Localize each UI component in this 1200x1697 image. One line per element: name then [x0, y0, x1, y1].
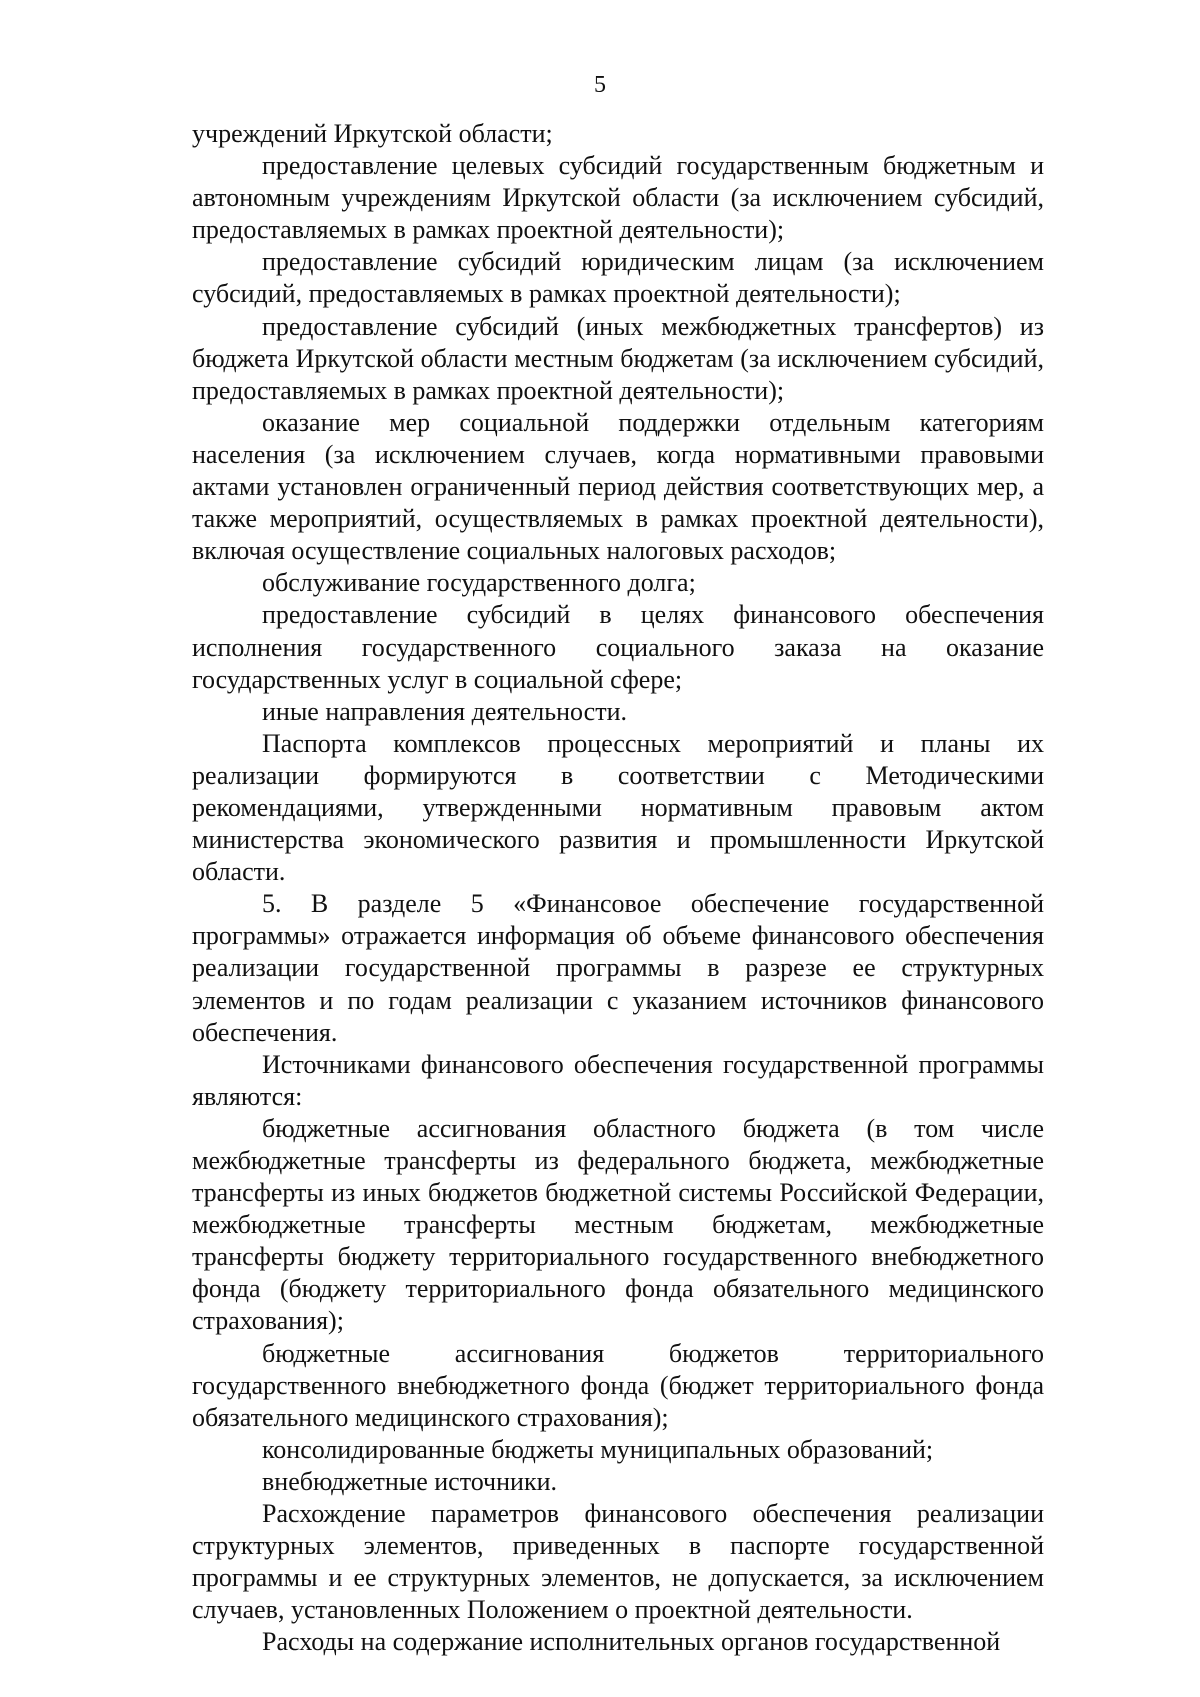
- paragraph: предоставление целевых субсидий государственным бюджетным и автономным учреждениям Иркутской области (за исключением субсидий, предоставляемых в рамках проектной деятельности);: [192, 151, 1044, 245]
- paragraph-section-5: 5. В разделе 5 «Финансовое обеспечение государственной программы» отражается информация об объеме финансового обеспечения реализации государственной программы в разрезе ее структурных элементов и по годам реализации с указанием источников финансового обеспечения.: [192, 889, 1044, 1047]
- page-number: 5: [594, 72, 606, 98]
- paragraph: Паспорта комплексов процессных мероприятий и планы их реализации формируются в соответствии с Методическими рекомендациями, утвержденными нормативным правовым актом министерства экономического развития и промышленности Иркутской области.: [192, 728, 1044, 887]
- paragraph: внебюджетные источники.: [262, 1466, 557, 1496]
- paragraph: предоставление субсидий юридическим лицам (за исключением субсидий, предоставляемых в рамках проектной деятельности);: [192, 247, 1044, 309]
- paragraph-last: Расходы на содержание исполнительных органов государственной: [262, 1627, 1001, 1657]
- paragraph-continuation: учреждений Иркутской области;: [192, 119, 553, 148]
- paragraph: консолидированные бюджеты муниципальных образований;: [262, 1434, 934, 1464]
- paragraph: бюджетные ассигнования областного бюджета (в том числе межбюджетные трансферты из федерального бюджета, межбюджетные трансферты из иных бюджетов бюджетной системы Российской Федерации, межбюджетные трансферты местным бюджетам, межбюджетные трансферты бюджету территориального государственного внебюджетного фонда (бюджету территориального фонда обязательного медицинского страхования);: [192, 1113, 1044, 1336]
- document-body: [192, 118, 1044, 1659]
- paragraph: предоставление субсидий в целях финансового обеспечения исполнения государственного социального заказа на оказание государственных услуг в социальной сфере;: [192, 600, 1044, 694]
- paragraph: бюджетные ассигнования бюджетов территориального государственного внебюджетного фонда (бюджет территориального фонда обязательного медицинского страхования);: [192, 1338, 1044, 1432]
- paragraph: иные направления деятельности.: [262, 696, 627, 726]
- paragraph: предоставление субсидий (иных межбюджетных трансфертов) из бюджета Иркутской области местным бюджетам (за исключением субсидий, предоставляемых в рамках проектной деятельности);: [192, 311, 1044, 405]
- paragraph: оказание мер социальной поддержки отдельным категориям населения (за исключением случаев, когда нормативными правовыми актами установлен ограниченный период действия соответствующих мер, а также мероприятий, осуществляемых в рамках проектной деятельности), включая осуществление социальных налоговых расходов;: [192, 407, 1044, 566]
- paragraph: обслуживание государственного долга;: [262, 568, 696, 598]
- paragraph: Источниками финансового обеспечения государственной программы являются:: [192, 1049, 1044, 1111]
- paragraph: Расхождение параметров финансового обеспечения реализации структурных элементов, приведенных в паспорте государственной программы и ее структурных элементов, не допускается, за исключением случаев, установленных Положением о проектной деятельности.: [192, 1499, 1044, 1625]
